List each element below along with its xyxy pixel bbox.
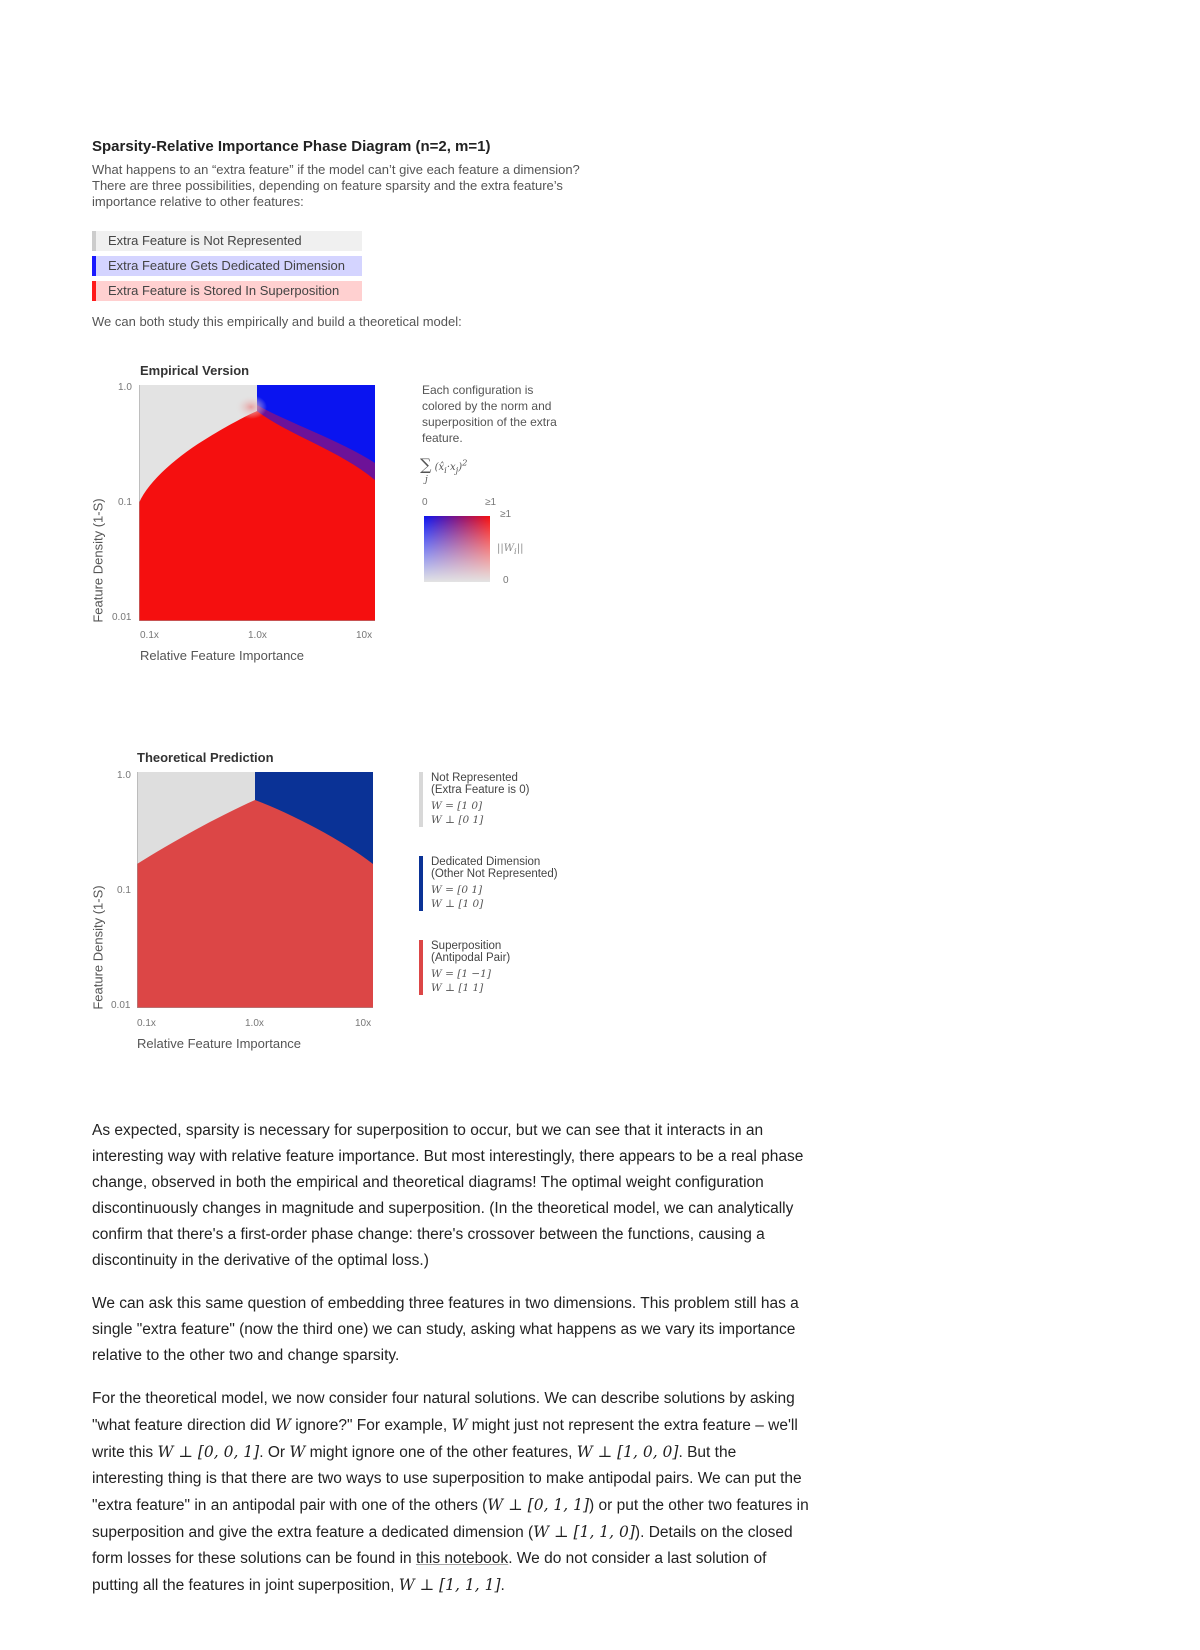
empirical-ylabel: Feature Density (1-S) — [90, 498, 106, 623]
colorbar-side-label: $||W_i||$ — [497, 543, 524, 556]
solution-matrix: W = [1 0] — [431, 800, 483, 812]
text-run: For the theoretical model, we now consider four natural solutions. We can describe solutions by asking "what feature direction did — [92, 1390, 795, 1434]
empirical-xlabel: Relative Feature Importance — [140, 648, 305, 663]
text-run: ) or put the other two features in superposition and give the extra feature a dedicated dimension ( — [92, 1497, 809, 1541]
legend-label: Extra Feature Gets Dedicated Dimension — [108, 258, 345, 273]
article-body — [92, 1118, 812, 1616]
solution-orthogonal: W ⊥ [1 1] — [431, 982, 484, 994]
math-w-perp-001: W ⊥ [0, 0, 1] — [157, 1443, 260, 1461]
notebook-link[interactable]: this notebook — [415, 1550, 509, 1567]
empirical-note: Each configuration is colored by the norm and superposition of the extra feature. — [422, 383, 557, 445]
text-run: . — [500, 1577, 505, 1594]
colorbar — [424, 516, 490, 582]
solution-title: Superposition — [431, 940, 502, 952]
colorbar-top-label: ≥1 — [500, 509, 512, 520]
empirical-phase-plot — [139, 385, 375, 621]
text-run: ignore?" For example, — [290, 1417, 452, 1434]
colorbar-bottom-label: 0 — [503, 575, 509, 586]
text-run: . Or — [259, 1444, 290, 1461]
empirical-ytick: 0.01 — [112, 612, 132, 623]
paragraph-phase-change: As expected, sparsity is necessary for superposition to occur, but we can see that it interacts in an interesting way with relative feature importance. But most interestingly, there appears to be a real phase change, observed in both the empirical and theoretical diagrams! The optimal weight configuration discontinuously changes in magnitude and superposition. (In the theoretical model, we can analytically confirm that there's a first-order phase change: there's crossover between the functions, causing a discontinuity in the derivative of the optimal loss.) — [92, 1122, 804, 1269]
theoretical-xtick: 1.0x — [245, 1018, 264, 1029]
legend-superposition — [92, 281, 362, 301]
sum-formula: ∑ $(x̂_i\cdot x_j)^2$ j — [420, 455, 468, 485]
empirical-title: Empirical Version — [140, 363, 250, 378]
theoretical-xtick: 0.1x — [137, 1018, 156, 1029]
theoretical-ytick: 0.01 — [111, 1000, 131, 1011]
empirical-blend-spot — [235, 395, 267, 419]
solution-title: Dedicated Dimension — [431, 856, 541, 868]
solution-subtitle: (Other Not Represented) — [431, 868, 558, 880]
solution-orthogonal: W ⊥ [1 0] — [431, 898, 484, 910]
math-w-perp-110: W ⊥ [1, 1, 0] — [533, 1523, 635, 1541]
theoretical-xlabel: Relative Feature Importance — [137, 1036, 302, 1051]
legend-not-represented — [92, 231, 362, 251]
theoretical-title: Theoretical Prediction — [137, 750, 274, 765]
math-w: W — [275, 1416, 291, 1434]
theoretical-ylabel: Feature Density (1-S) — [90, 885, 106, 1010]
solution-matrix: W = [0 1] — [431, 884, 483, 896]
text-run: . We do not consider a last solution of putting all the features in joint superposition, — [92, 1550, 767, 1594]
empirical-ytick: 1.0 — [118, 382, 132, 393]
text-run: might just not represent the extra feature – we'll write this — [92, 1417, 798, 1461]
solution-superposition — [419, 940, 599, 995]
solution-dedicated-dimension — [419, 856, 599, 911]
empirical-ytick: 0.1 — [118, 497, 132, 508]
text-run: might ignore one of the other features, — [305, 1444, 577, 1461]
solution-subtitle: (Antipodal Pair) — [431, 952, 511, 964]
text-run: . But the interesting thing is that there are two ways to use superposition to make antipodal pairs. We can put the "extra feature" in an antipodal pair with one of the others ( — [92, 1444, 802, 1514]
empirical-xtick: 1.0x — [248, 630, 267, 641]
legend-dedicated-dimension — [92, 256, 362, 276]
figure-title: Sparsity-Relative Importance Phase Diagram (n=2, m=1) — [92, 138, 491, 155]
figure-description: What happens to an “extra feature” if the model can’t give each feature a dimension? There are three possibilities, depending on feature sparsity and the extra feature’s importance relative to other features: — [92, 162, 580, 209]
text-run: ). Details on the closed form losses for these solutions can be found in — [92, 1524, 793, 1567]
figure-intro: We can both study this empirically and build a theoretical model: — [92, 314, 462, 329]
theoretical-phase-plot — [137, 772, 373, 1008]
colorbar-right-label: ≥1 — [485, 497, 497, 508]
solution-matrix: W = [1 −1] — [431, 968, 491, 980]
math-w-perp-100: W ⊥ [1, 0, 0] — [576, 1443, 679, 1461]
empirical-xtick: 0.1x — [140, 630, 159, 641]
math-w: W — [289, 1443, 306, 1461]
math-w-perp-111: W ⊥ [1, 1, 1] — [398, 1576, 501, 1594]
theoretical-ytick: 1.0 — [117, 770, 131, 781]
solution-orthogonal: W ⊥ [0 1] — [431, 814, 484, 826]
math-w: W — [451, 1416, 468, 1434]
paragraph-solutions — [92, 1386, 812, 1599]
theoretical-xtick: 10x — [355, 1018, 372, 1029]
legend-label: Extra Feature is Stored In Superposition — [108, 283, 340, 298]
solution-title: Not Represented — [431, 772, 518, 784]
solution-subtitle: (Extra Feature is 0) — [431, 784, 530, 796]
theoretical-ytick: 0.1 — [117, 885, 131, 896]
empirical-xtick: 10x — [356, 630, 373, 641]
colorbar-left-label: 0 — [422, 497, 428, 508]
math-w-perp-011: W ⊥ [0, 1, 1] — [487, 1496, 590, 1514]
paragraph-three-features: We can ask this same question of embedding three features in two dimensions. This problem still has a single "extra feature" (now the third one) we can study, asking what happens as we vary its importance relative to the other two and change sparsity. — [92, 1295, 799, 1364]
legend-label: Extra Feature is Not Represented — [108, 233, 302, 248]
solution-not-represented — [419, 772, 599, 827]
